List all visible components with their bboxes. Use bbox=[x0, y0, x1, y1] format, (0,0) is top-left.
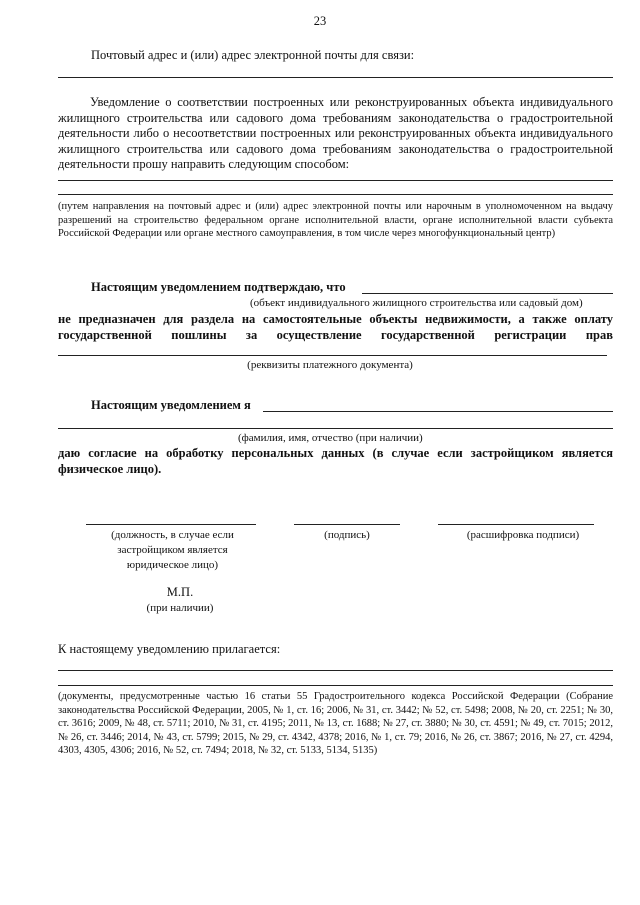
consent-lead: Настоящим уведомлением я bbox=[91, 398, 251, 412]
confirmation-text: не предназначен для раздела на самостоятельные объекты недвижимости, а также оплату государственной пошлины за осуществление государственной регистрации прав bbox=[58, 312, 613, 342]
consent-name-caption: (фамилия, имя, отчество (при наличии) bbox=[238, 432, 423, 444]
attachments-note: (документы, предусмотренные частью 16 статьи 55 Градостроительного кодекса Российской Федерации (Собрание законодательства Российской Федерации, 2005, № 1, ст. 16; 2006, № 31, ст. 3442; № 52, ст. 5498; 2008, № 20, ст. 2251; № 30, ст. 3616; 2009, № 48, ст. 5711; 2010, № 31, ст. 4195; 2011, № 13, ст. 1688; № 27, ст. 3880; № 30, ст. 4591; № 49, ст. 7015; 2012, № 26, ст. 3446; 2014, № 43, ст. 5799; 2015, № 29, ст. 4342, 4378; 2016, № 1, ст. 79; 2016, № 26, ст. 3867; 2016, № 27, ст. 4294, 4303, 4305, 4306; 2016, № 52, ст. 7494; 2018, № 32, ст. 5133, 5134, 5135) bbox=[58, 691, 613, 756]
notice-method-input-line-2[interactable] bbox=[58, 194, 613, 195]
seal-note: (при наличии) bbox=[146, 602, 214, 614]
attachments-input-line-1[interactable] bbox=[58, 670, 613, 671]
position-caption: (должность, в случае если застройщиком является юридическое лицо) bbox=[111, 529, 234, 571]
notice-method-paragraph: Уведомление о соответствии построенных или реконструированных объекта индивидуального жилищного строительства или садового дома требованиям законодательства о градостроительной деятельности либо о несоответствии построенных или реконструированных объекта индивидуального жилищного строительства или садового дома требованиям законодательства о градостроительной деятельности прошу направить следующим способом: bbox=[58, 95, 613, 171]
payment-caption: (реквизиты платежного документа) bbox=[247, 359, 413, 371]
contact-input-line[interactable] bbox=[58, 77, 613, 78]
seal-label: М.П. bbox=[166, 585, 194, 599]
consent-text: даю согласие на обработку персональных данных (в случае если застройщиком является физическое лицо). bbox=[58, 446, 613, 476]
signature-input-line[interactable] bbox=[294, 524, 400, 525]
confirmation-lead: Настоящим уведомлением подтверждаю, что bbox=[91, 280, 346, 294]
page-number: 23 bbox=[313, 14, 327, 28]
contact-label: Почтовый адрес и (или) адрес электронной почты для связи: bbox=[91, 48, 415, 62]
notice-method-note: (путем направления на почтовый адрес и (или) адрес электронной почты или нарочным в уполномоченном на выдачу разрешений на строительство федеральном органе исполнительной власти, органе исполнительной власти субъекта Российской Федерации или органе местного самоуправления, в том числе через многофункциональный центр) bbox=[58, 201, 613, 239]
consent-name-input-line-2[interactable] bbox=[58, 428, 613, 429]
position-input-line[interactable] bbox=[86, 524, 256, 525]
notice-method-input-line-1[interactable] bbox=[58, 180, 613, 181]
consent-name-input-line-1[interactable] bbox=[263, 411, 613, 412]
building-type-caption: (объект индивидуального жилищного строительства или садовый дом) bbox=[250, 297, 583, 309]
building-type-input-line[interactable] bbox=[362, 293, 613, 294]
payment-input-line[interactable] bbox=[58, 355, 607, 356]
attachments-input-line-2[interactable] bbox=[58, 685, 613, 686]
signature-decoding-caption: (расшифровка подписи) bbox=[466, 529, 580, 541]
signature-caption: (подпись) bbox=[324, 529, 370, 541]
attachments-label: К настоящему уведомлению прилагается: bbox=[58, 642, 281, 656]
signature-decoding-input-line[interactable] bbox=[438, 524, 594, 525]
